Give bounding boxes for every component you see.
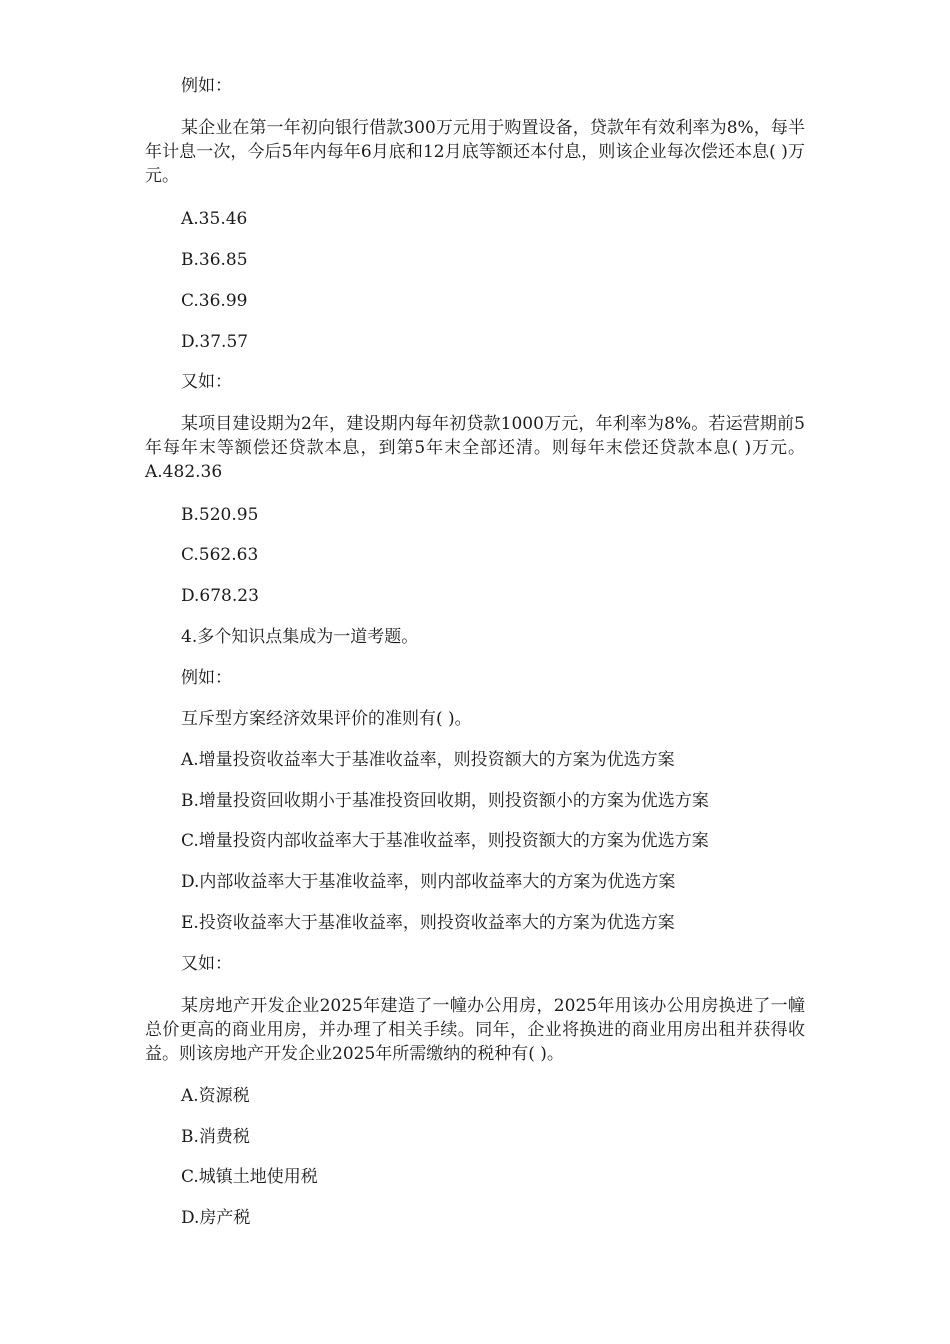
question-3-text: 互斥型方案经济效果评价的准则有( )。: [181, 709, 472, 729]
question-1-option-b: B.36.85: [181, 250, 248, 270]
example-label-1: 例如：: [181, 76, 232, 96]
section-4-heading: 4.多个知识点集成为一道考题。: [181, 627, 419, 647]
question-3-option-b: B.增量投资回收期小于基准投资回收期，则投资额小的方案为优选方案: [181, 791, 709, 811]
example-label-3: 例如：: [181, 668, 232, 688]
question-2-text: 某项目建设期为2年，建设期内每年初贷款1000万元，年利率为8%。若运营期前5年每年末等额偿还贷款本息，到第5年末全部还清。则每年末偿还贷款本息( )万元。 A.482.36: [145, 414, 805, 482]
question-4-option-c: C.城镇土地使用税: [181, 1167, 318, 1187]
question-1-text: 某企业在第一年初向银行借款300万元用于购置设备，贷款年有效利率为8%，每半年计息一次，今后5年内每年6月底和12月底等额还本付息，则该企业每次偿还本息( )万元。: [145, 118, 805, 186]
question-2-option-d: D.678.23: [181, 586, 259, 606]
question-2-option-c: C.562.63: [181, 545, 259, 565]
question-3-option-a: A.增量投资收益率大于基准收益率，则投资额大的方案为优选方案: [181, 750, 675, 770]
question-2-option-b: B.520.95: [181, 505, 259, 525]
example-label-2: 又如：: [181, 372, 232, 392]
question-1-option-d: D.37.57: [181, 332, 249, 352]
example-label-4: 又如：: [181, 954, 232, 974]
question-4-option-b: B.消费税: [181, 1127, 250, 1147]
question-1-option-a: A.35.46: [181, 209, 248, 229]
question-3-option-d: D.内部收益率大于基准收益率，则内部收益率大的方案为优选方案: [181, 872, 676, 892]
question-3-option-e: E.投资收益率大于基准收益率，则投资收益率大的方案为优选方案: [181, 913, 675, 933]
question-3-option-c: C.增量投资内部收益率大于基准收益率，则投资额大的方案为优选方案: [181, 831, 709, 851]
question-1-option-c: C.36.99: [181, 291, 248, 311]
question-4-option-a: A.资源税: [181, 1086, 250, 1106]
question-4-option-d: D.房产税: [181, 1208, 251, 1228]
question-4-text: 某房地产开发企业2025年建造了一幢办公用房，2025年用该办公用房换进了一幢总价更高的商业用房，并办理了相关手续。同年，企业将换进的商业用房出租并获得收益。则该房地产开发企业2025年所需缴纳的税种有( )。: [145, 996, 805, 1064]
